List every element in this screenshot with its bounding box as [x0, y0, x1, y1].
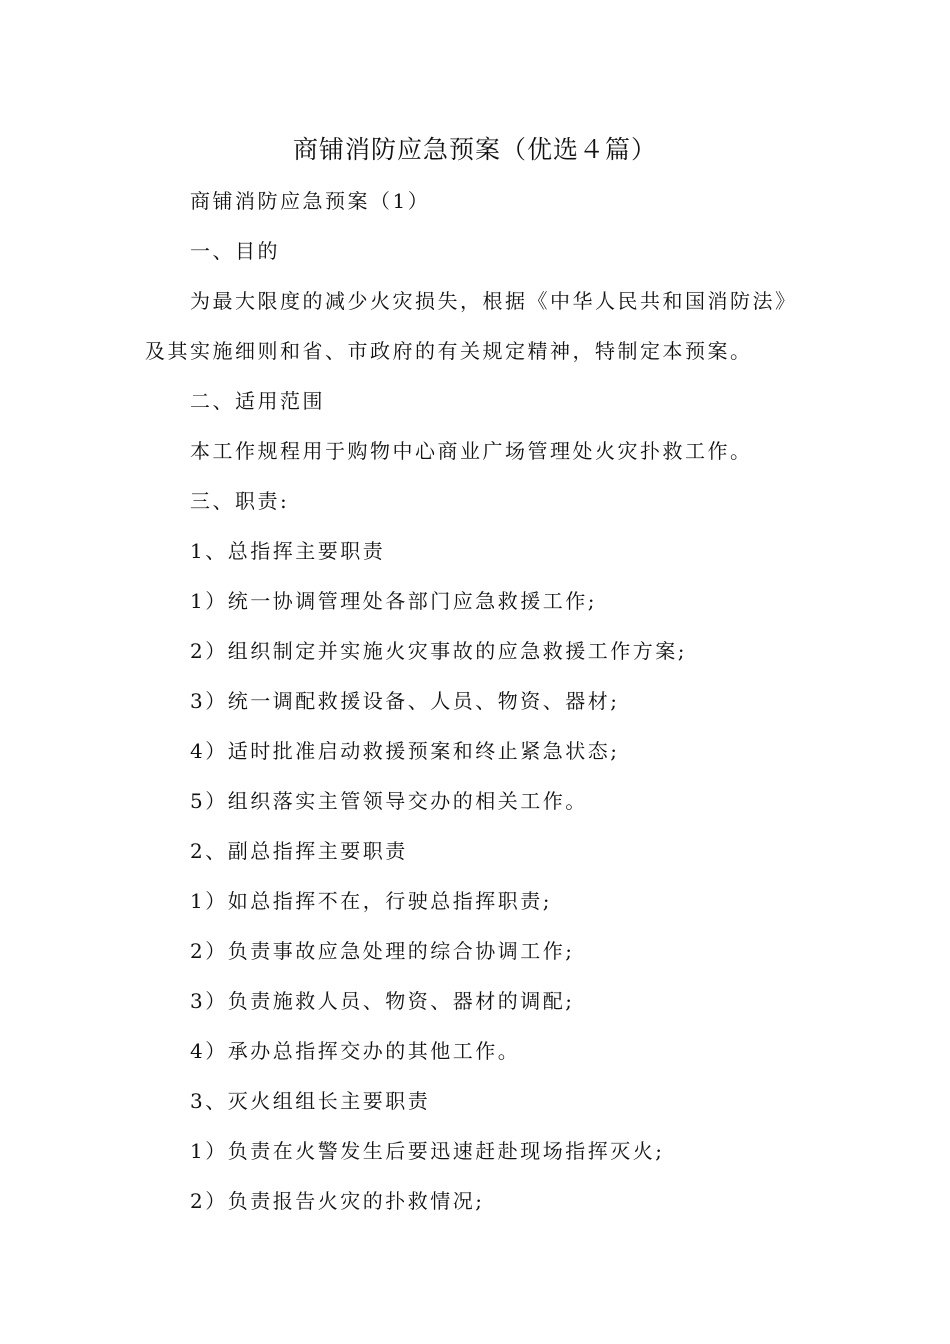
subtitle-paragraph: 商铺消防应急预案（1）	[190, 189, 431, 213]
subsection-heading: 3、灭火组组长主要职责	[190, 1089, 431, 1113]
section-heading-scope: 二、适用范围	[190, 389, 325, 413]
body-paragraph-continuation: 及其实施细则和省、市政府的有关规定精神，特制定本预案。	[145, 339, 753, 363]
list-item: 2）负责事故应急处理的综合协调工作;	[190, 939, 575, 963]
subsection-heading: 1、总指挥主要职责	[190, 539, 386, 563]
document-title: 商铺消防应急预案（优选４篇）	[292, 135, 657, 164]
list-item: 3）负责施救人员、物资、器材的调配;	[190, 989, 575, 1013]
list-item: 1）如总指挥不在，行驶总指挥职责;	[190, 889, 552, 913]
section-heading-duties: 三、职责:	[190, 489, 290, 513]
list-item: 2）组织制定并实施火灾事故的应急救援工作方案;	[190, 639, 687, 663]
subsection-heading: 2、副总指挥主要职责	[190, 839, 408, 863]
list-item: 4）适时批准启动救援预案和终止紧急状态;	[190, 739, 620, 763]
list-item: 1）负责在火警发生后要迅速赶赴现场指挥灭火;	[190, 1139, 665, 1163]
list-item: 1）统一协调管理处各部门应急救援工作;	[190, 589, 597, 613]
body-paragraph: 本工作规程用于购物中心商业广场管理处火灾扑救工作。	[190, 439, 753, 463]
section-heading-purpose: 一、目的	[190, 239, 280, 263]
list-item: 4）承办总指挥交办的其他工作。	[190, 1039, 521, 1063]
list-item: 5）组织落实主管领导交办的相关工作。	[190, 789, 588, 813]
list-item: 3）统一调配救援设备、人员、物资、器材;	[190, 689, 620, 713]
body-paragraph: 为最大限度的减少火灾损失，根据《中华人民共和国消防法》	[190, 289, 798, 313]
list-item: 2）负责报告火灾的扑救情况;	[190, 1189, 485, 1213]
